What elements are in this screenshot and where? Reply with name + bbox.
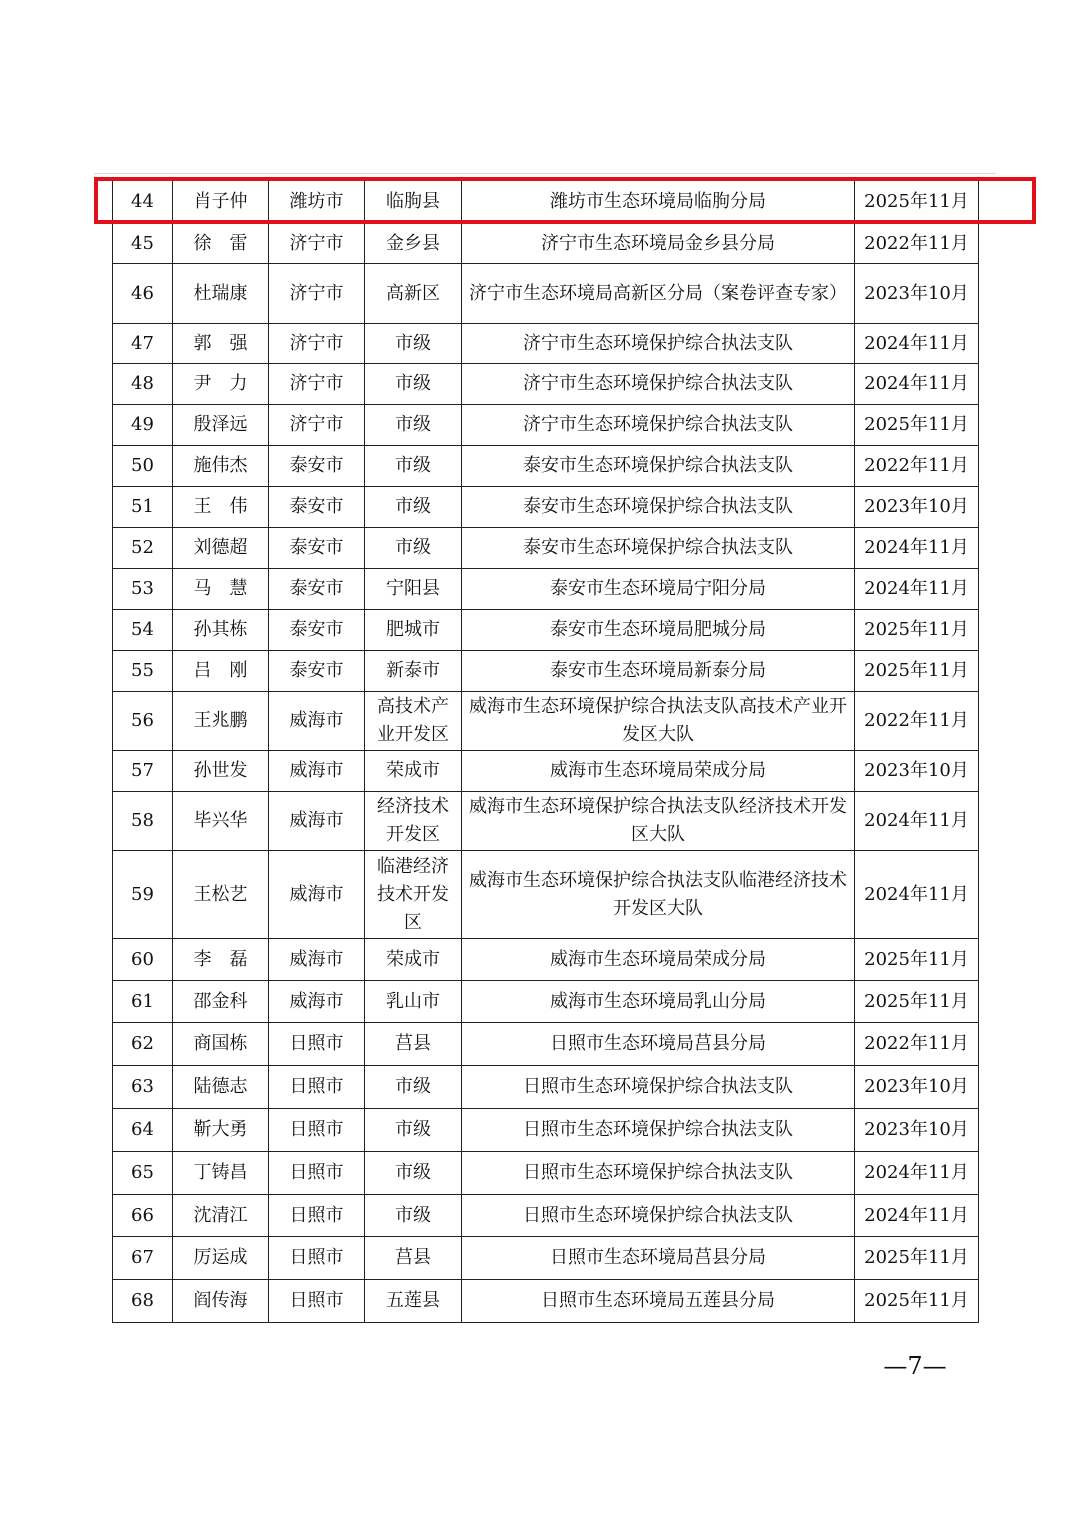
person-name: 沈清江 — [173, 1195, 269, 1237]
appointment-date: 2025年11月 — [855, 610, 979, 651]
work-unit: 日照市生态环境保护综合执法支队 — [462, 1152, 855, 1195]
table-row — [113, 1152, 979, 1195]
city: 威海市 — [269, 751, 365, 792]
work-unit: 日照市生态环境局五莲县分局 — [462, 1280, 855, 1323]
city: 日照市 — [269, 1237, 365, 1280]
county: 市级 — [365, 324, 462, 364]
table-row — [113, 1280, 979, 1323]
person-name: 王松艺 — [173, 851, 269, 939]
city: 日照市 — [269, 1109, 365, 1152]
work-unit: 济宁市生态环境保护综合执法支队 — [462, 405, 855, 446]
table-row — [113, 181, 979, 224]
work-unit: 泰安市生态环境局新泰分局 — [462, 651, 855, 692]
appointment-date: 2025年11月 — [855, 1237, 979, 1280]
person-name: 孙其栋 — [173, 610, 269, 651]
appointment-date: 2024年11月 — [855, 851, 979, 939]
table-row — [113, 851, 979, 939]
appointment-date: 2022年11月 — [855, 692, 979, 751]
work-unit: 泰安市生态环境局肥城分局 — [462, 610, 855, 651]
appointment-date: 2024年11月 — [855, 569, 979, 610]
row-number: 44 — [113, 181, 173, 224]
county: 高技术产业开发区 — [365, 692, 462, 751]
work-unit: 威海市生态环境局荣成分局 — [462, 751, 855, 792]
table-row — [113, 1023, 979, 1066]
row-number: 51 — [113, 487, 173, 528]
work-unit: 济宁市生态环境保护综合执法支队 — [462, 364, 855, 405]
person-name: 肖子仲 — [173, 181, 269, 224]
county: 市级 — [365, 1109, 462, 1152]
work-unit: 威海市生态环境保护综合执法支队高技术产业开发区大队 — [462, 692, 855, 751]
city: 日照市 — [269, 1195, 365, 1237]
row-number: 68 — [113, 1280, 173, 1323]
city: 日照市 — [269, 1023, 365, 1066]
row-number: 64 — [113, 1109, 173, 1152]
county: 市级 — [365, 446, 462, 487]
work-unit: 济宁市生态环境保护综合执法支队 — [462, 324, 855, 364]
table-row — [113, 1066, 979, 1109]
appointment-date: 2024年11月 — [855, 1195, 979, 1237]
appointment-date: 2022年11月 — [855, 446, 979, 487]
city: 济宁市 — [269, 264, 365, 324]
person-name: 杜瑞康 — [173, 264, 269, 324]
work-unit: 威海市生态环境局乳山分局 — [462, 981, 855, 1023]
table-row — [113, 981, 979, 1023]
person-name: 徐 雷 — [173, 224, 269, 264]
work-unit: 日照市生态环境保护综合执法支队 — [462, 1109, 855, 1152]
county: 市级 — [365, 1152, 462, 1195]
work-unit: 日照市生态环境保护综合执法支队 — [462, 1066, 855, 1109]
city: 威海市 — [269, 792, 365, 851]
county: 经济技术开发区 — [365, 792, 462, 851]
city: 威海市 — [269, 981, 365, 1023]
row-number: 48 — [113, 364, 173, 405]
person-name: 阎传海 — [173, 1280, 269, 1323]
table-row — [113, 610, 979, 651]
work-unit: 泰安市生态环境保护综合执法支队 — [462, 528, 855, 569]
table-row — [113, 651, 979, 692]
appointment-date: 2025年11月 — [855, 181, 979, 224]
table-row — [113, 446, 979, 487]
table-row — [113, 692, 979, 751]
city: 泰安市 — [269, 528, 365, 569]
county: 市级 — [365, 1195, 462, 1237]
person-name: 李 磊 — [173, 939, 269, 981]
city: 济宁市 — [269, 364, 365, 405]
appointment-date: 2024年11月 — [855, 1152, 979, 1195]
county: 新泰市 — [365, 651, 462, 692]
table-row — [113, 264, 979, 324]
row-number: 62 — [113, 1023, 173, 1066]
row-number: 67 — [113, 1237, 173, 1280]
city: 泰安市 — [269, 446, 365, 487]
county: 宁阳县 — [365, 569, 462, 610]
table-row — [113, 792, 979, 851]
county: 五莲县 — [365, 1280, 462, 1323]
work-unit: 济宁市生态环境局高新区分局（案卷评查专家） — [462, 264, 855, 324]
county: 市级 — [365, 1066, 462, 1109]
city: 威海市 — [269, 692, 365, 751]
person-name: 施伟杰 — [173, 446, 269, 487]
city: 济宁市 — [269, 324, 365, 364]
work-unit: 日照市生态环境保护综合执法支队 — [462, 1195, 855, 1237]
city: 潍坊市 — [269, 181, 365, 224]
row-number: 47 — [113, 324, 173, 364]
table-row — [113, 405, 979, 446]
person-name: 毕兴华 — [173, 792, 269, 851]
person-name: 吕 刚 — [173, 651, 269, 692]
person-name: 刘德超 — [173, 528, 269, 569]
roster-table — [112, 180, 979, 1323]
county: 肥城市 — [365, 610, 462, 651]
person-name: 孙世发 — [173, 751, 269, 792]
table-row — [113, 751, 979, 792]
table-row — [113, 324, 979, 364]
table-row — [113, 569, 979, 610]
appointment-date: 2025年11月 — [855, 405, 979, 446]
appointment-date: 2022年11月 — [855, 1023, 979, 1066]
appointment-date: 2025年11月 — [855, 1280, 979, 1323]
city: 威海市 — [269, 851, 365, 939]
row-number: 46 — [113, 264, 173, 324]
appointment-date: 2023年10月 — [855, 751, 979, 792]
county: 市级 — [365, 405, 462, 446]
work-unit: 济宁市生态环境局金乡县分局 — [462, 224, 855, 264]
appointment-date: 2024年11月 — [855, 364, 979, 405]
county: 高新区 — [365, 264, 462, 324]
appointment-date: 2022年11月 — [855, 224, 979, 264]
person-name: 马 慧 — [173, 569, 269, 610]
city: 泰安市 — [269, 610, 365, 651]
city: 日照市 — [269, 1280, 365, 1323]
row-number: 56 — [113, 692, 173, 751]
county: 莒县 — [365, 1237, 462, 1280]
work-unit: 泰安市生态环境保护综合执法支队 — [462, 487, 855, 528]
table-row — [113, 364, 979, 405]
city: 泰安市 — [269, 651, 365, 692]
appointment-date: 2024年11月 — [855, 324, 979, 364]
county: 临朐县 — [365, 181, 462, 224]
row-number: 65 — [113, 1152, 173, 1195]
appointment-date: 2023年10月 — [855, 264, 979, 324]
table-row — [113, 528, 979, 569]
person-name: 邵金科 — [173, 981, 269, 1023]
top-divider — [94, 173, 996, 174]
row-number: 59 — [113, 851, 173, 939]
work-unit: 泰安市生态环境局宁阳分局 — [462, 569, 855, 610]
work-unit: 潍坊市生态环境局临朐分局 — [462, 181, 855, 224]
row-number: 45 — [113, 224, 173, 264]
county: 荣成市 — [365, 751, 462, 792]
person-name: 王 伟 — [173, 487, 269, 528]
appointment-date: 2024年11月 — [855, 792, 979, 851]
appointment-date: 2025年11月 — [855, 939, 979, 981]
table-row — [113, 224, 979, 264]
city: 济宁市 — [269, 224, 365, 264]
city: 威海市 — [269, 939, 365, 981]
row-number: 50 — [113, 446, 173, 487]
city: 泰安市 — [269, 487, 365, 528]
row-number: 49 — [113, 405, 173, 446]
county: 乳山市 — [365, 981, 462, 1023]
row-number: 53 — [113, 569, 173, 610]
city: 日照市 — [269, 1152, 365, 1195]
appointment-date: 2025年11月 — [855, 981, 979, 1023]
row-number: 61 — [113, 981, 173, 1023]
county: 市级 — [365, 528, 462, 569]
city: 济宁市 — [269, 405, 365, 446]
person-name: 王兆鹏 — [173, 692, 269, 751]
appointment-date: 2023年10月 — [855, 1066, 979, 1109]
table-row — [113, 939, 979, 981]
county: 莒县 — [365, 1023, 462, 1066]
work-unit: 威海市生态环境保护综合执法支队经济技术开发区大队 — [462, 792, 855, 851]
person-name: 丁铸昌 — [173, 1152, 269, 1195]
person-name: 殷泽远 — [173, 405, 269, 446]
person-name: 商国栋 — [173, 1023, 269, 1066]
county: 荣成市 — [365, 939, 462, 981]
work-unit: 威海市生态环境保护综合执法支队临港经济技术开发区大队 — [462, 851, 855, 939]
city: 泰安市 — [269, 569, 365, 610]
row-number: 63 — [113, 1066, 173, 1109]
page-number: —7— — [883, 1352, 947, 1380]
row-number: 60 — [113, 939, 173, 981]
row-number: 55 — [113, 651, 173, 692]
city: 日照市 — [269, 1066, 365, 1109]
table-row — [113, 1195, 979, 1237]
county: 临港经济技术开发区 — [365, 851, 462, 939]
person-name: 靳大勇 — [173, 1109, 269, 1152]
row-number: 54 — [113, 610, 173, 651]
person-name: 陆德志 — [173, 1066, 269, 1109]
work-unit: 威海市生态环境局荣成分局 — [462, 939, 855, 981]
row-number: 58 — [113, 792, 173, 851]
person-name: 厉运成 — [173, 1237, 269, 1280]
person-name: 尹 力 — [173, 364, 269, 405]
appointment-date: 2023年10月 — [855, 487, 979, 528]
work-unit: 日照市生态环境局莒县分局 — [462, 1023, 855, 1066]
county: 市级 — [365, 487, 462, 528]
roster-table-body — [113, 181, 979, 1323]
row-number: 66 — [113, 1195, 173, 1237]
county: 市级 — [365, 364, 462, 405]
table-row — [113, 1237, 979, 1280]
row-number: 52 — [113, 528, 173, 569]
appointment-date: 2024年11月 — [855, 528, 979, 569]
work-unit: 日照市生态环境局莒县分局 — [462, 1237, 855, 1280]
person-name: 郭 强 — [173, 324, 269, 364]
appointment-date: 2025年11月 — [855, 651, 979, 692]
appointment-date: 2023年10月 — [855, 1109, 979, 1152]
county: 金乡县 — [365, 224, 462, 264]
table-row — [113, 487, 979, 528]
work-unit: 泰安市生态环境保护综合执法支队 — [462, 446, 855, 487]
table-row — [113, 1109, 979, 1152]
row-number: 57 — [113, 751, 173, 792]
